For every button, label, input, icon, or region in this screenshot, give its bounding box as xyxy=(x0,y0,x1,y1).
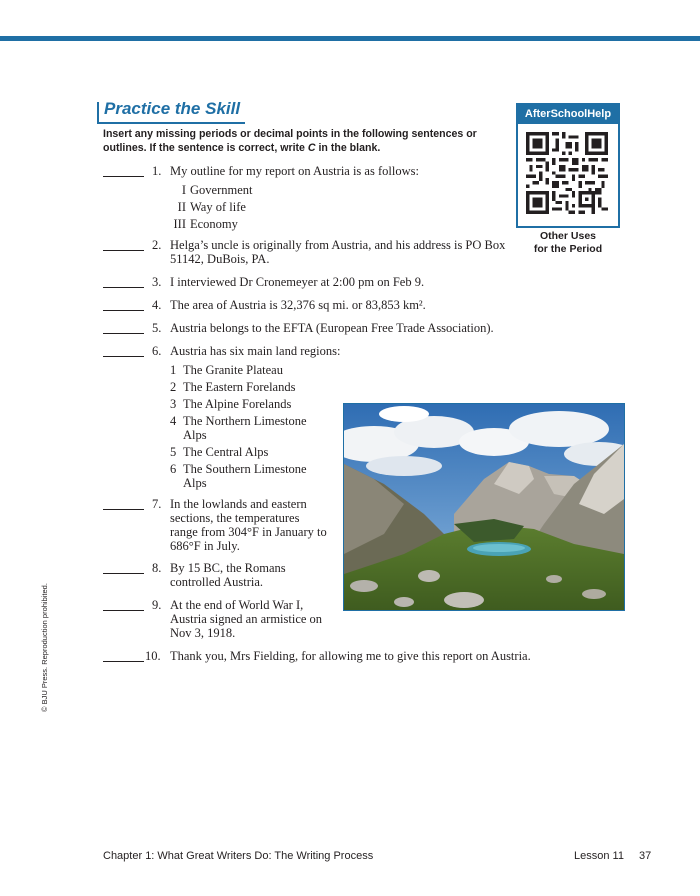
region-number: 5 xyxy=(170,445,177,459)
item-text: Austria belongs to the EFTA (European Free Trade Association). xyxy=(170,321,494,335)
footer-chapter: Chapter 1: What Great Writers Do: The Writing Process xyxy=(103,850,374,862)
item-text-line-4: 686°F in July. xyxy=(170,539,240,553)
region-text: The Southern Limestone xyxy=(183,462,307,476)
answer-blank[interactable] xyxy=(103,310,144,311)
item-text-line-3: range from 304°F in January to xyxy=(170,525,327,539)
region-text-cont: Alps xyxy=(183,476,207,490)
item-number: 6. xyxy=(152,344,162,358)
item-text: Austria has six main land regions: xyxy=(170,344,341,358)
item-number: 7. xyxy=(152,497,162,511)
afterschoolhelp-title: AfterSchoolHelp xyxy=(518,105,618,124)
item-number: 8. xyxy=(152,561,162,575)
answer-blank[interactable] xyxy=(103,356,144,357)
item-number: 5. xyxy=(152,321,162,335)
item-text-line-2: 51142, DuBois, PA. xyxy=(170,252,270,266)
region-text-cont: Alps xyxy=(183,428,207,442)
item-text-line-2: controlled Austria. xyxy=(170,575,264,589)
afterschoolhelp-caption-line-2: for the Period xyxy=(533,243,603,255)
item-text: Thank you, Mrs Fielding, for allowing me to give this report on Austria. xyxy=(170,649,531,663)
region-number: 6 xyxy=(170,462,177,476)
footer-lesson: Lesson 11 xyxy=(574,850,624,862)
item-text-line-2: sections, the temperatures xyxy=(170,511,300,525)
item-number: 4. xyxy=(152,298,162,312)
top-rule xyxy=(0,36,700,41)
instructions-line-2b: in the blank. xyxy=(315,142,381,154)
outline-numeral: I xyxy=(181,183,186,197)
page-number: 37 xyxy=(639,850,652,862)
outline-text: Economy xyxy=(190,217,238,231)
answer-blank[interactable] xyxy=(103,250,144,251)
item-text-line-1: Helga’s uncle is originally from Austria, and his address is PO Box xyxy=(170,238,506,252)
instructions-line-2a: outlines. If the sentence is correct, write xyxy=(103,142,308,154)
item-text-line-1: At the end of World War I, xyxy=(170,598,304,612)
answer-blank[interactable] xyxy=(103,176,144,177)
austria-alps-photo xyxy=(343,403,625,611)
item-number: 2. xyxy=(152,238,162,252)
instructions-letter: C xyxy=(307,142,316,154)
item-text-line-1: In the lowlands and eastern xyxy=(170,497,307,511)
instructions xyxy=(103,127,498,155)
item-text: I interviewed Dr Cronemeyer at 2:00 pm on Feb 9. xyxy=(170,275,425,289)
afterschoolhelp-caption xyxy=(516,230,620,256)
outline-text: Way of life xyxy=(190,200,246,214)
copyright-note: © BJU Press. Reproduction prohibited. xyxy=(40,583,49,712)
region-number: 4 xyxy=(170,414,177,428)
item-text-line-2: Austria signed an armistice on xyxy=(170,612,323,626)
item-number: 1. xyxy=(152,164,162,178)
outline-text: Government xyxy=(190,183,253,197)
answer-blank[interactable] xyxy=(103,287,144,288)
outline-numeral: II xyxy=(177,200,186,214)
item-number: 3. xyxy=(152,275,162,289)
heading-frame xyxy=(97,99,245,124)
answer-blank[interactable] xyxy=(103,573,144,574)
item-number: 9. xyxy=(152,598,162,612)
answer-blank[interactable] xyxy=(103,610,144,611)
page-title: Practice the Skill xyxy=(104,99,241,118)
region-text: The Granite Plateau xyxy=(183,363,283,377)
afterschoolhelp-box[interactable] xyxy=(516,103,620,228)
qr-code-icon[interactable] xyxy=(526,132,608,214)
answer-blank[interactable] xyxy=(103,333,144,334)
afterschoolhelp-caption-line-1: Other Uses xyxy=(539,230,597,242)
landscape-image xyxy=(344,404,624,610)
region-number: 1 xyxy=(170,363,177,377)
region-number: 3 xyxy=(170,397,177,411)
region-text: The Alpine Forelands xyxy=(183,397,292,411)
outline-numeral: III xyxy=(173,217,186,231)
region-text: The Northern Limestone xyxy=(183,414,307,428)
region-text: The Eastern Forelands xyxy=(183,380,296,394)
item-number: 10. xyxy=(145,649,161,663)
item-text: The area of Austria is 32,376 sq mi. or 83,853 km². xyxy=(170,298,426,312)
instructions-line-1: Insert any missing periods or decimal points in the following sentences or xyxy=(103,128,477,140)
answer-blank[interactable] xyxy=(103,661,144,662)
region-text: The Central Alps xyxy=(183,445,269,459)
region-number: 2 xyxy=(170,380,177,394)
answer-blank[interactable] xyxy=(103,509,144,510)
item-text-line-3: Nov 3, 1918. xyxy=(170,626,236,640)
item-text-line-1: By 15 BC, the Romans xyxy=(170,561,286,575)
item-text: My outline for my report on Austria is as follows: xyxy=(170,164,419,178)
